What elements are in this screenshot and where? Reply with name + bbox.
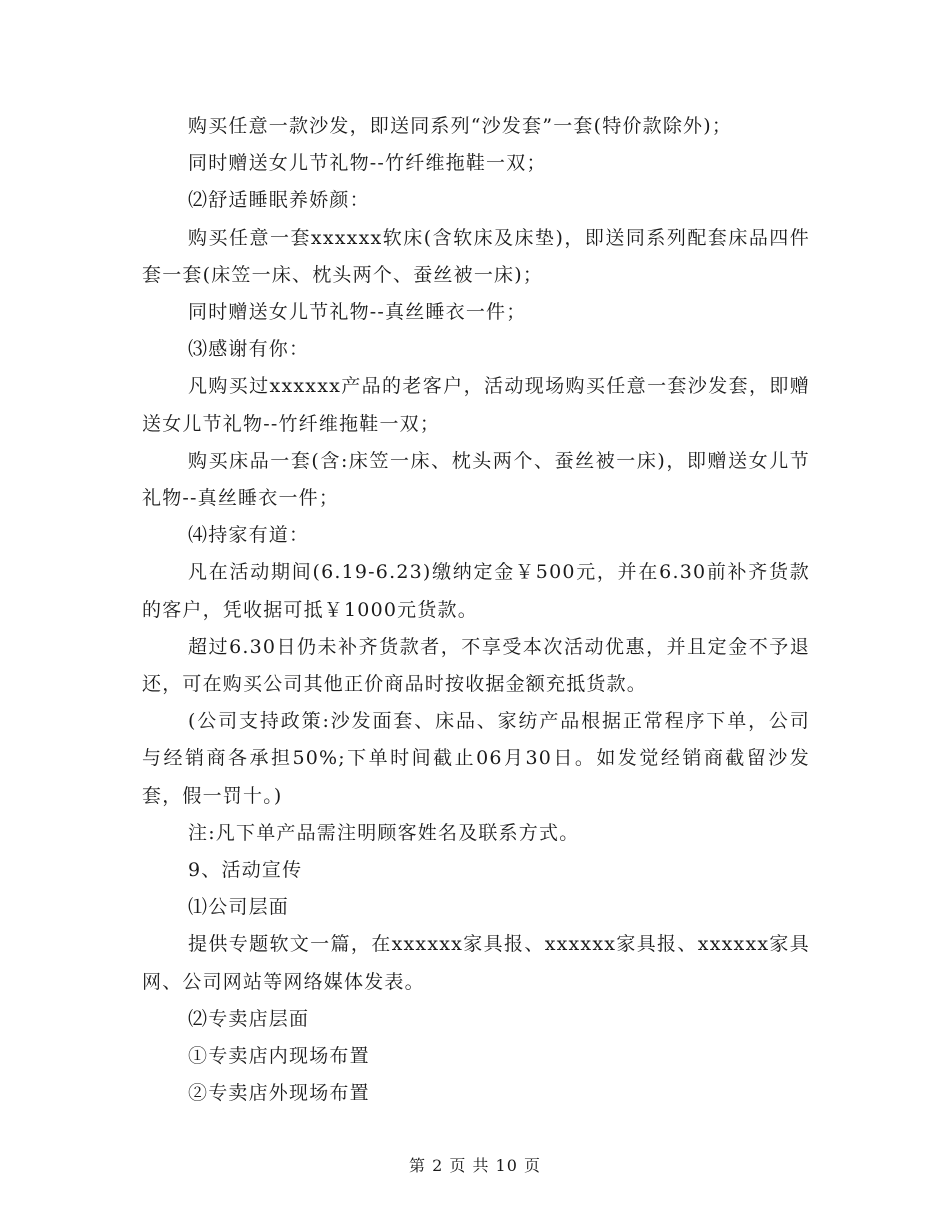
- paragraph-bed-offer: 购买任意一套xxxxxx软床(含软床及床垫)，即送同系列配套床品四件套一套(床笠一床、枕头两个、蚕丝被一床)；: [142, 226, 810, 286]
- paragraph-heading-promotion: 9、活动宣传: [188, 859, 303, 882]
- paragraph-deposit-offer: 凡在活动期间(6.19-6.23)缴纳定金￥500元，并在6.30前补齐货款的客户，凭收据可抵￥1000元货款。: [142, 561, 810, 621]
- paragraph-heading-housekeeping: ⑷持家有道：: [188, 524, 310, 547]
- paragraph-deposit-terms: 超过6.30日仍未补齐货款者，不享受本次活动优惠，并且定金不予退还，可在购买公司其他正价商品时按收据金额充抵货款。: [142, 635, 810, 696]
- paragraph-old-customer: 凡购买过xxxxxx产品的老客户，活动现场购买任意一套沙发套，即赠送女儿节礼物--竹纤维拖鞋一双；: [142, 375, 810, 435]
- paragraph-store-inside: ①专卖店内现场布置: [188, 1045, 370, 1068]
- paragraph-press-release: 提供专题软文一篇，在xxxxxx家具报、xxxxxx家具报、xxxxxx家具网、公司网站等网络媒体发表。: [142, 933, 810, 993]
- paragraph-sofa-offer: 购买任意一款沙发，即送同系列“沙发套”一套(特价款除外)；: [188, 115, 733, 137]
- paragraph-heading-company-level: ⑴公司层面: [188, 896, 290, 919]
- paragraph-heading-thanks: ⑶感谢有你：: [188, 338, 310, 361]
- document-body: [142, 108, 810, 1112]
- page-number-footer: 第 2 页 共 10 页: [409, 1156, 541, 1175]
- paragraph-heading-store-level: ⑵专卖店层面: [188, 1007, 310, 1030]
- paragraph-bedding-offer: 购买床品一套(含:床笠一床、枕头两个、蚕丝被一床)，即赠送女儿节礼物--真丝睡衣一件；: [142, 449, 810, 510]
- paragraph-store-outside: ②专卖店外现场布置: [188, 1082, 370, 1105]
- paragraph-heading-sleep: ⑵舒适睡眠养娇颜：: [188, 189, 370, 212]
- paragraph-slippers-gift: 同时赠送女儿节礼物--竹纤维拖鞋一双；: [188, 152, 547, 175]
- paragraph-company-policy: (公司支持政策:沙发面套、床品、家纺产品根据正常程序下单，公司与经销商各承担50%;下单时间截止06月30日。如发觉经销商截留沙发套，假一罚十。): [142, 710, 810, 807]
- paragraph-note: 注:凡下单产品需注明顾客姓名及联系方式。: [188, 821, 580, 844]
- paragraph-pajamas-gift: 同时赠送女儿节礼物--真丝睡衣一件；: [188, 301, 527, 324]
